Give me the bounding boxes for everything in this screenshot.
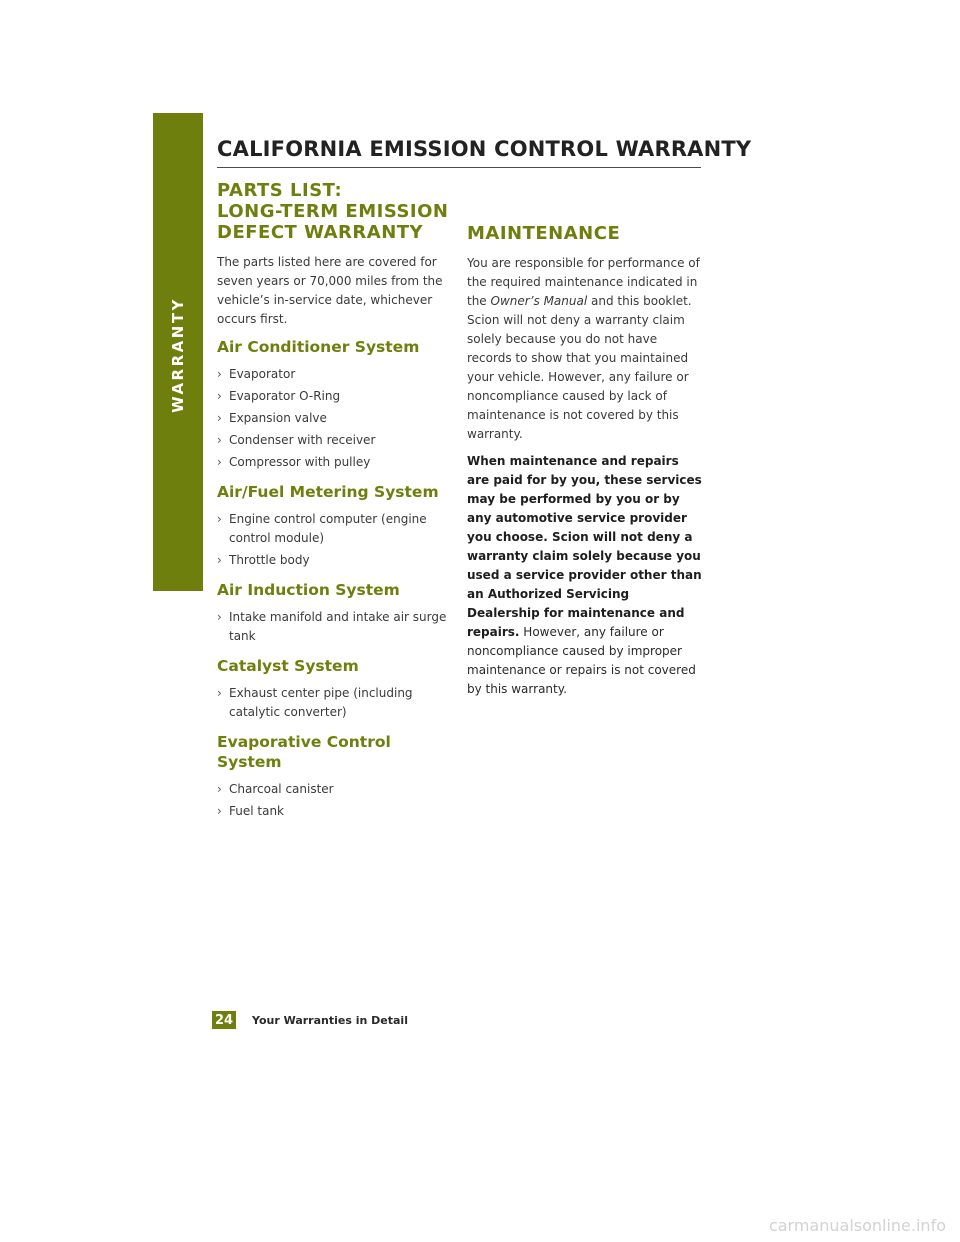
list-item-text: Evaporator — [229, 367, 296, 381]
maintenance-column — [467, 223, 703, 699]
chevron-right-icon: › — [217, 389, 222, 403]
page-footer — [212, 1011, 408, 1029]
list-item — [217, 684, 453, 722]
chevron-right-icon: › — [217, 433, 222, 447]
list-item-text: Expansion valve — [229, 411, 327, 425]
catalyst-list — [217, 684, 453, 722]
list-item — [217, 365, 453, 384]
section-title-air-induction: Air Induction System — [217, 581, 400, 599]
owners-manual-title: Owner’s Manual — [490, 294, 588, 308]
page-title: CALIFORNIA EMISSION CONTROL WARRANTY — [217, 137, 701, 168]
chevron-right-icon: › — [217, 804, 222, 818]
maintenance-text: You are responsible for performance of the required maintenance indicated in the — [467, 256, 700, 308]
service-provider-text: However, any failure or noncompliance caused by improper maintenance or repairs is not covered by this warranty. — [467, 625, 696, 696]
section-title-air-fuel-metering: Air/Fuel Metering System — [217, 483, 439, 501]
watermark: carmanualsonline.info — [768, 1216, 946, 1235]
list-item — [217, 608, 453, 646]
list-item — [217, 431, 453, 450]
sidebar-label: WARRANTY — [169, 297, 187, 413]
list-item — [217, 780, 453, 799]
maintenance-paragraph — [467, 254, 703, 444]
chevron-right-icon: › — [217, 512, 222, 526]
chevron-right-icon: › — [217, 411, 222, 425]
section-title-evaporative-control: Evaporative Control System — [217, 733, 391, 771]
chevron-right-icon: › — [217, 610, 222, 624]
list-item — [217, 387, 453, 406]
list-item — [217, 409, 453, 428]
list-item — [217, 802, 453, 821]
parts-list-heading-line: LONG-TERM EMISSION — [217, 201, 449, 222]
maintenance-heading: MAINTENANCE — [467, 223, 621, 244]
parts-list-heading-line: PARTS LIST: — [217, 180, 343, 201]
chevron-right-icon: › — [217, 455, 222, 469]
list-item — [217, 510, 453, 548]
service-provider-bold-text: When maintenance and repairs are paid for by you, these services may be performed by you or by any automotive service provider you choose. Scion will not deny a warranty claim solely because you used a service provider other than an Authorized Servicing Dealership for maintenance and repairs. — [467, 454, 702, 639]
list-item-text: Condenser with receiver — [229, 433, 376, 447]
section-title-catalyst: Catalyst System — [217, 657, 359, 675]
air-induction-list — [217, 608, 453, 646]
list-item — [217, 453, 453, 472]
list-item-text: Intake manifold and intake air surge tank — [229, 610, 447, 643]
list-item-text: Compressor with pulley — [229, 455, 371, 469]
air-conditioner-list — [217, 365, 453, 472]
chevron-right-icon: › — [217, 553, 222, 567]
parts-list-heading — [217, 180, 453, 243]
list-item-text: Exhaust center pipe (including catalytic converter) — [229, 686, 413, 719]
list-item-text: Charcoal canister — [229, 782, 334, 796]
maintenance-text: and this booklet. Scion will not deny a warranty claim solely because you do not have records to show that you maintained your vehicle. However, any failure or noncompliance caused by lack of maintenance is not covered by this warranty. — [467, 294, 692, 441]
footer-label: Your Warranties in Detail — [252, 1013, 408, 1027]
list-item-text: Evaporator O-Ring — [229, 389, 341, 403]
service-provider-paragraph — [467, 452, 703, 699]
chevron-right-icon: › — [217, 367, 222, 381]
page-number: 24 — [212, 1011, 236, 1029]
evaporative-control-list — [217, 780, 453, 821]
list-item-text: Fuel tank — [229, 804, 284, 818]
chevron-right-icon: › — [217, 686, 222, 700]
chevron-right-icon: › — [217, 782, 222, 796]
parts-list-intro: The parts listed here are covered for seven years or 70,000 miles from the vehicle’s in-service date, whichever occurs first. — [217, 255, 443, 326]
parts-list-heading-line: DEFECT WARRANTY — [217, 222, 424, 243]
list-item-text: Throttle body — [229, 553, 310, 567]
list-item — [217, 551, 453, 570]
parts-list-column — [217, 180, 453, 831]
list-item-text: Engine control computer (engine control module) — [229, 512, 427, 545]
air-fuel-metering-list — [217, 510, 453, 570]
section-title-air-conditioner: Air Conditioner System — [217, 338, 420, 356]
